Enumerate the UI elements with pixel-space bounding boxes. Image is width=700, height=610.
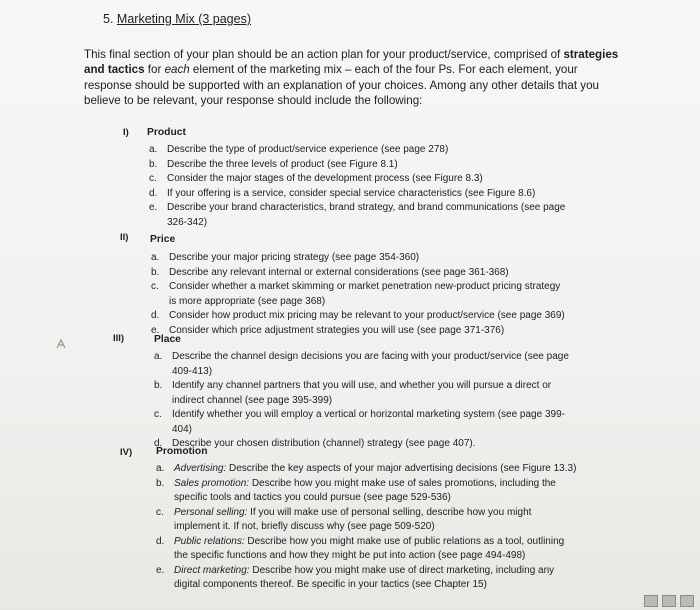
section-title: Product	[147, 127, 186, 138]
item-text	[172, 408, 565, 421]
item-letter: e.	[156, 564, 165, 576]
item-continuation: is more appropriate (see page 368)	[169, 295, 326, 307]
item-text	[169, 309, 565, 322]
item-text-line: Consider how product mix pricing may be relevant to your product/service (see page 369)	[169, 310, 565, 321]
item-label: Advertising:	[174, 463, 227, 474]
item-text	[174, 506, 531, 519]
page-view-icon[interactable]	[662, 595, 676, 607]
item-continuation: 404)	[172, 423, 193, 435]
item-continuation: the specific functions and how they might be put into action (see page 494-498)	[174, 550, 526, 561]
item-letter: c.	[151, 281, 159, 292]
item-text-line: Describe how you might make use of direct marketing, including any	[249, 564, 555, 576]
section-numeral: III)	[113, 333, 125, 344]
item-text	[174, 462, 576, 475]
item-text	[174, 564, 554, 577]
item-continuation: 326-342)	[167, 216, 208, 228]
item-text-line: Describe your major pricing strategy (see page 354-360)	[169, 252, 420, 263]
item-text-line: Describe the three levels of product (see Figure 8.1)	[167, 158, 398, 170]
item-text-line: Describe how you might make use of sales promotions, including the	[249, 477, 556, 489]
item-text	[174, 477, 556, 490]
item-letter: d.	[154, 438, 163, 449]
intro-bold-text: strategies and tactics	[84, 48, 619, 77]
intro-text-2: for	[144, 63, 165, 77]
item-continuation: 409-413)	[172, 365, 213, 377]
heading-number: 5.	[103, 12, 114, 26]
intro-text-1: This final section of your plan should be an action plan for your product/service, comprised of	[84, 48, 564, 61]
item-text	[172, 379, 551, 392]
item-text-line: Consider whether a market skimming or market penetration new-product pricing strategy	[169, 281, 561, 292]
section-numeral: I)	[123, 127, 129, 138]
item-text	[172, 437, 476, 450]
section-title: Price	[150, 234, 176, 245]
item-continuation: implement it. If not, briefly discuss why (see page 509-520)	[174, 521, 435, 532]
item-text	[169, 280, 560, 293]
item-text	[172, 350, 569, 363]
item-letter: e.	[149, 202, 158, 213]
item-letter: c.	[156, 506, 164, 518]
item-text-line: Identify whether you will employ a vertical or horizontal marketing system (see page 399-	[172, 409, 565, 420]
item-label: Direct marketing:	[174, 564, 250, 576]
item-text	[167, 187, 535, 200]
item-letter: c.	[149, 173, 157, 184]
viewer-controls	[644, 595, 694, 607]
item-text-line: Describe any relevant internal or external considerations (see page 361-368)	[169, 266, 509, 278]
heading-title: Marketing Mix (3 pages)	[116, 12, 251, 26]
item-continuation: specific tools and tactics you could pursue (see page 529-536)	[174, 492, 451, 503]
item-text-line: Consider which price adjustment strategies you will use (see page 371-376)	[169, 324, 505, 336]
item-text-line: Consider the major stages of the development process (see Figure 8.3)	[167, 173, 483, 184]
item-text	[169, 251, 419, 264]
zoom-icon[interactable]	[680, 595, 694, 607]
intro-italic-text: each	[164, 63, 190, 77]
item-text-line: Describe your chosen distribution (channel) strategy (see page 407).	[172, 438, 476, 449]
item-letter: a.	[151, 252, 160, 263]
layout-icon[interactable]	[644, 595, 658, 607]
item-text-line: Describe the key aspects of your major advertising decisions (see Figure 13.3)	[226, 463, 577, 474]
item-letter: a.	[149, 144, 158, 155]
item-text-line: Describe how you might make use of public relations as a tool, outlining	[244, 535, 565, 547]
item-letter: b.	[151, 266, 160, 278]
item-letter: d.	[149, 187, 158, 199]
item-letter: a.	[156, 463, 165, 474]
section-heading	[103, 12, 251, 26]
item-text-line: Describe the channel design decisions you are facing with your product/service (see page	[172, 351, 569, 362]
item-text	[167, 201, 565, 214]
item-label: Personal selling:	[174, 506, 248, 518]
item-text-line: Describe the type of product/service experience (see page 278)	[167, 144, 449, 155]
pencil-mark-icon	[55, 338, 67, 350]
item-text-line: Describe your brand characteristics, brand strategy, and brand communications (see page	[167, 202, 566, 213]
item-text	[174, 535, 564, 548]
item-label: Sales promotion:	[174, 477, 250, 489]
item-letter: d.	[151, 310, 160, 321]
item-continuation: digital components thereof. Be specific in your tactics (see Chapter 15)	[174, 579, 487, 590]
intro-paragraph	[84, 47, 619, 109]
item-letter: a.	[154, 351, 163, 362]
item-continuation: indirect channel (see page 395-399)	[172, 394, 333, 406]
item-letter: b.	[156, 477, 165, 489]
intro-text-3: element of the marketing mix – each of the four Ps. For each element, your response should be supported with an explanation of your choices. Among any other details that you believe to be relevant, your response should include the following:	[84, 63, 599, 108]
item-letter: c.	[154, 409, 162, 420]
item-letter: b.	[154, 380, 163, 391]
item-letter: d.	[156, 535, 165, 547]
item-text	[167, 172, 483, 185]
section-title: Place	[154, 334, 181, 345]
item-text-line: Identify any channel partners that you will use, and whether you will pursue a direct or	[172, 380, 552, 391]
section-numeral: IV)	[120, 447, 133, 458]
item-label: Public relations:	[174, 535, 245, 547]
item-text-line: If your offering is a service, consider special service characteristics (see Figure 8.6)	[167, 187, 536, 199]
item-text	[167, 143, 448, 156]
section-numeral: II)	[120, 232, 129, 243]
item-letter: b.	[149, 158, 158, 170]
item-text	[167, 158, 398, 171]
section-title: Promotion	[156, 446, 208, 457]
item-text	[169, 324, 504, 337]
item-letter: e.	[151, 324, 160, 336]
item-text	[169, 266, 509, 279]
item-text-line: If you will make use of personal selling, describe how you might	[247, 506, 532, 518]
